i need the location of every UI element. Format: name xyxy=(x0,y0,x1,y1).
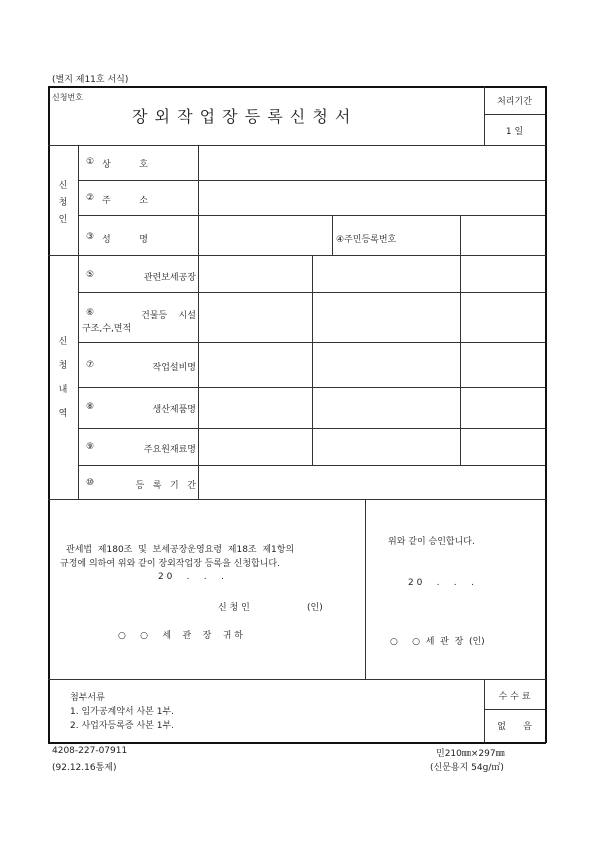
attachment-item: 1. 임가공계약서 사본 1부. xyxy=(70,707,175,717)
statement-date: 2 0 . . . xyxy=(158,572,224,582)
resident-number-input[interactable] xyxy=(462,217,543,253)
field-company-label: 상 호 xyxy=(102,160,148,170)
attachment-item: 2. 사업자등록증 사본 1부. xyxy=(70,721,175,731)
detail-material-label: 주요원재료명 xyxy=(143,445,196,455)
approval-text: 위와 같이 승인합니다. xyxy=(388,537,475,547)
footer-form-code: 4208-227-07911 xyxy=(52,746,128,756)
material-input-1[interactable] xyxy=(200,430,310,463)
field-address-num: ② xyxy=(86,193,95,203)
material-input-3[interactable] xyxy=(462,430,543,463)
fee-label: 수 수 료 xyxy=(498,692,531,702)
equipment-input-1[interactable] xyxy=(200,344,310,385)
material-input-2[interactable] xyxy=(314,430,458,463)
applicant-section-label: 신 청 인 xyxy=(58,181,68,225)
resident-number-label: ④주민등록번호 xyxy=(336,235,397,245)
detail-product-num: ⑧ xyxy=(86,402,95,412)
detail-period-label: 등 록 기 간 xyxy=(135,481,196,491)
statement-line1: 관세법 제180조 및 보세공장운영요령 제18조 제1항의 xyxy=(66,545,295,555)
footer-paper-size: 민210㎜×297㎜ xyxy=(436,749,505,759)
detail-building-label: 건물등 시설 xyxy=(141,311,196,321)
product-input-1[interactable] xyxy=(200,389,310,426)
form-title: 장 외 작 업 장 등 록 신 청 서 xyxy=(132,107,352,126)
field-name-num: ③ xyxy=(86,232,95,242)
detail-building-label2: 구조,수,면적 xyxy=(82,324,132,334)
detail-material-num: ⑨ xyxy=(86,442,95,452)
company-name-input[interactable] xyxy=(200,147,543,178)
factory-input-1[interactable] xyxy=(200,257,310,290)
name-input[interactable] xyxy=(200,217,330,253)
detail-factory-num: ⑤ xyxy=(86,270,95,280)
footer-form-date: (92.12.16통제) xyxy=(52,763,117,773)
statement-addressee: ○ ○ 세 관 장 귀 하 xyxy=(118,631,243,641)
application-number-label: 신청번호 xyxy=(52,93,83,102)
building-input-2[interactable] xyxy=(314,294,458,340)
equipment-input-2[interactable] xyxy=(314,344,458,385)
product-input-2[interactable] xyxy=(314,389,458,426)
equipment-input-3[interactable] xyxy=(462,344,543,385)
approval-date: 2 0 . . . xyxy=(408,578,474,588)
form-number: (별지 제11호 서식) xyxy=(52,75,129,85)
detail-equipment-num: ⑦ xyxy=(86,360,95,370)
field-company-num: ① xyxy=(86,157,95,167)
footer-paper-type: (신문용지 54g/㎡) xyxy=(430,763,504,773)
building-input-1[interactable] xyxy=(200,294,310,340)
statement-line2: 규정에 의하여 위와 같이 장외작업장 등록을 신청합니다. xyxy=(60,559,280,569)
statement-applicant-signature: 신 청 인 (인) xyxy=(218,603,323,613)
approval-signer: ○ ○ 세 관 장 (인) xyxy=(390,637,485,647)
product-input-3[interactable] xyxy=(462,389,543,426)
factory-input-2[interactable] xyxy=(314,257,458,290)
field-address-label: 주 소 xyxy=(102,196,148,206)
address-input[interactable] xyxy=(200,182,543,213)
attachments-label: 첨부서류 xyxy=(70,693,105,703)
processing-period-label: 처리기간 xyxy=(497,97,532,107)
building-input-3[interactable] xyxy=(462,294,543,340)
detail-product-label: 생산제품명 xyxy=(152,405,196,415)
detail-equipment-label: 작업설비명 xyxy=(152,363,196,373)
details-section-label: 신 청 내 역 xyxy=(58,337,68,419)
fee-value: 없 음 xyxy=(497,722,532,732)
detail-building-num: ⑥ xyxy=(86,308,95,318)
field-name-label: 성 명 xyxy=(102,235,148,245)
detail-period-num: ⑩ xyxy=(86,478,95,488)
registration-period-input[interactable] xyxy=(200,467,543,497)
processing-period-value: 1 일 xyxy=(505,127,524,137)
detail-factory-label: 관련보세공장 xyxy=(143,273,196,283)
factory-input-3[interactable] xyxy=(462,257,543,290)
